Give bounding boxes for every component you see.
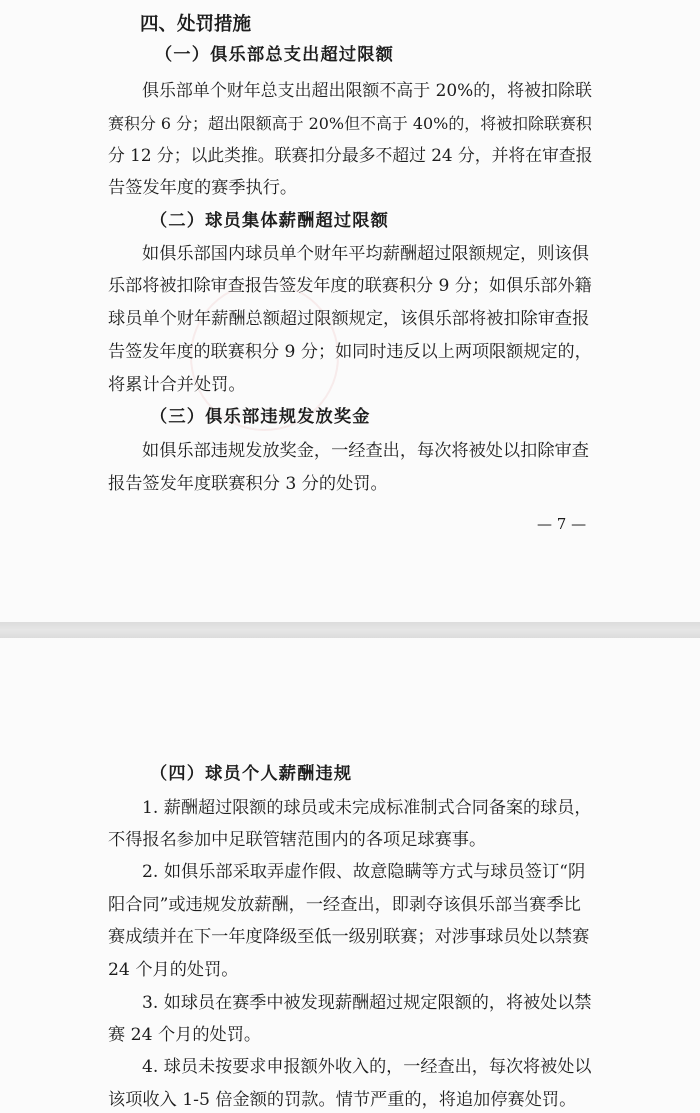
paragraph-line: 如俱乐部违规发放奖金，一经查出，每次将被处以扣除审查 xyxy=(142,441,589,461)
paragraph-line: 分 12 分；以此类推。联赛扣分最多不超过 24 分，并将在审查报 xyxy=(108,145,593,165)
paragraph-line: 2. 如俱乐部采取弄虚作假、故意隐瞒等方式与球员签订“阴 xyxy=(142,862,586,882)
subheading-collective-salary: （二）球员集体薪酬超过限额 xyxy=(150,211,390,231)
paragraph-line: 乐部将被扣除审查报告签发年度的联赛积分 9 分；如俱乐部外籍 xyxy=(108,276,592,296)
subheading-illegal-bonus: （三）俱乐部违规发放奖金 xyxy=(150,407,371,427)
document-page-8 xyxy=(0,638,700,1113)
paragraph-line: 24 个月的处罚。 xyxy=(108,960,239,980)
paragraph-line: 告签发年度的赛季执行。 xyxy=(108,178,298,198)
paragraph-line: 该项收入 1-5 倍金额的罚款。情节严重的，将追加停赛处罚。 xyxy=(108,1090,577,1110)
paragraph-line: 告签发年度的联赛积分 9 分；如同时违反以上两项限额规定的， xyxy=(108,342,592,362)
paragraph-line: 将累计合并处罚。 xyxy=(108,375,246,395)
page-separator xyxy=(0,622,700,638)
paragraph-line: 报告签发年度联赛积分 3 分的处罚。 xyxy=(108,474,388,494)
paragraph-line: 赛 24 个月的处罚。 xyxy=(108,1025,262,1045)
paragraph-line: 赛积分 6 分；超出限额高于 20%但不高于 40%的，将被扣除联赛积 xyxy=(108,114,592,133)
paragraph-line: 赛成绩并在下一年度降级至低一级别联赛；对涉事球员处以禁赛 xyxy=(108,927,590,947)
paragraph-line: 如俱乐部国内球员单个财年平均薪酬超过限额规定，则该俱 xyxy=(142,244,589,264)
subheading-total-expenditure: （一）俱乐部总支出超过限额 xyxy=(155,45,395,65)
paragraph-line: 不得报名参加中足联管辖范围内的各项足球赛事。 xyxy=(108,830,487,850)
paragraph-line: 球员单个财年薪酬总额超过限额规定，该俱乐部将被扣除审查报 xyxy=(108,309,590,329)
paragraph-line: 阳合同”或违规发放薪酬，一经查出，即剥夺该俱乐部当赛季比 xyxy=(108,895,581,915)
section-heading-penalties: 四、处罚措施 xyxy=(140,14,252,35)
paragraph-line: 4. 球员未按要求申报额外收入的，一经查出，每次将被处以 xyxy=(142,1057,592,1077)
paragraph-line: 3. 如球员在赛季中被发现薪酬超过规定限额的，将被处以禁 xyxy=(142,993,592,1013)
page-number: — 7 — xyxy=(537,515,587,533)
paragraph-line: 1. 薪酬超过限额的球员或未完成标准制式合同备案的球员， xyxy=(142,798,592,818)
subheading-individual-salary: （四）球员个人薪酬违规 xyxy=(150,764,353,784)
paragraph-line: 俱乐部单个财年总支出超出限额不高于 20%的，将被扣除联 xyxy=(142,80,592,100)
